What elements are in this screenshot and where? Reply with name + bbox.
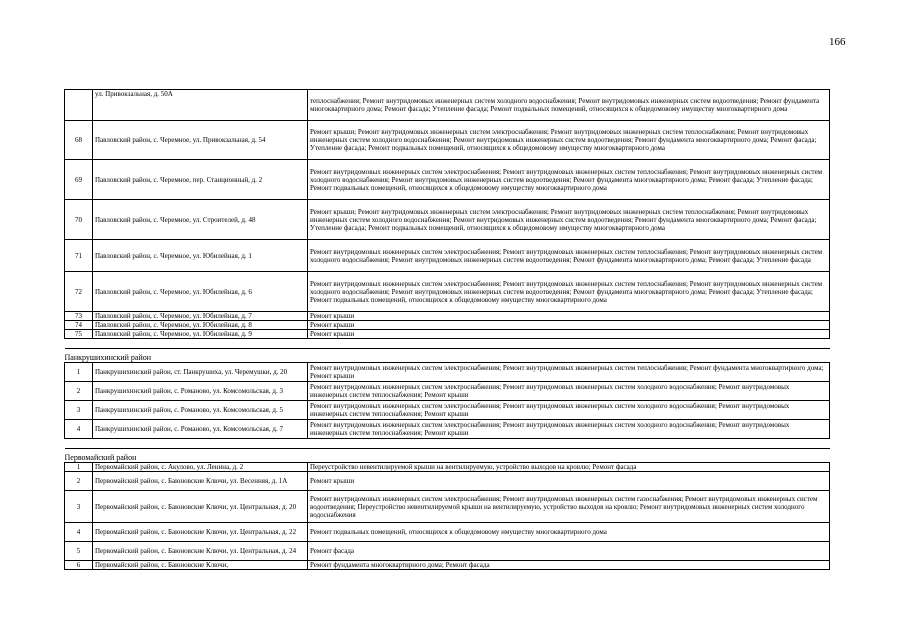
row-address: Павловский район, с. Черемное, ул. Юбилейная, д. 1 bbox=[93, 240, 308, 272]
row-address: Панкрушихинский район, с. Романово, ул. Комсомольская, д. 5 bbox=[93, 401, 308, 420]
row-number: 3 bbox=[65, 401, 93, 420]
row-number: 2 bbox=[65, 382, 93, 401]
repair-program-table bbox=[64, 89, 830, 570]
row-number: 75 bbox=[65, 330, 93, 339]
table-row bbox=[65, 491, 830, 523]
row-works: Ремонт внутридомовых инженерных систем электроснабжения; Ремонт внутридомовых инженерных систем теплоснабжения; Ремонт внутридомовых инженерных систем холодного водоснабжения; Ремонт внутридомовых инженерных систем водоотведения; Ремонт фундамента многоквартирного дома; Ремонт фасада; Утепление фасада; Ремонт подвальных помещений, относящихся к общедомовому имуществу многоквартирного дома bbox=[308, 160, 830, 200]
table-row bbox=[65, 401, 830, 420]
table-row bbox=[65, 160, 830, 200]
table-row bbox=[65, 200, 830, 240]
row-address: Павловский район, с. Черемное, ул. Юбилейная, д. 9 bbox=[93, 330, 308, 339]
row-number: 1 bbox=[65, 363, 93, 382]
row-number: 68 bbox=[65, 121, 93, 160]
section-header-row bbox=[65, 449, 830, 463]
row-address: Первомайский район, с. Баюновские Ключи, ул. Центральная, д. 24 bbox=[93, 542, 308, 561]
section-title-pankrushikha: Панкрушихинский район bbox=[65, 349, 830, 363]
table-row bbox=[65, 330, 830, 339]
table-row bbox=[65, 312, 830, 321]
row-address: Павловский район, с. Черемное, ул. Привокзальная, д. 54 bbox=[93, 121, 308, 160]
table-spacer bbox=[65, 339, 830, 349]
row-address: Первомайский район, с. Баюновские Ключи, ул. Центральная, д. 22 bbox=[93, 523, 308, 542]
section-header-row bbox=[65, 349, 830, 363]
row-works: Ремонт внутридомовых инженерных систем электроснабжения; Ремонт внутридомовых инженерных систем теплоснабжения; Ремонт внутридомовых инженерных систем холодного водоснабжения; Ремонт внутридомовых инженерных систем водоотведения; Ремонт фундамента многоквартирного дома; Ремонт фасада; Утепление фасада; Ремонт подвальных помещений, относящихся к общедомовому имуществу многоквартирного дома bbox=[308, 272, 830, 312]
row-address: Первомайский район, с. Баюновские Ключи, ул. Весенняя, д. 1А bbox=[93, 472, 308, 491]
row-address: Павловский район, с. Черемное, ул. Строителей, д. 48 bbox=[93, 200, 308, 240]
row-works: Ремонт внутридомовых инженерных систем электроснабжения; Ремонт внутридомовых инженерных систем холодного водоснабжения; Ремонт внутридомовых инженерных систем теплоснабжения; Ремонт крыши bbox=[308, 382, 830, 401]
table-row bbox=[65, 240, 830, 272]
row-works: Ремонт крыши bbox=[308, 472, 830, 491]
table-spacer bbox=[65, 439, 830, 449]
row-number: 73 bbox=[65, 312, 93, 321]
row-works: Ремонт фундамента многоквартирного дома; Ремонт фасада bbox=[308, 561, 830, 570]
row-works: Ремонт крыши bbox=[308, 312, 830, 321]
row-works: Ремонт подвальных помещений, относящихся к общедомовому имуществу многоквартирного дома bbox=[308, 523, 830, 542]
row-works: теплоснабжения; Ремонт внутридомовых инженерных систем холодного водоснабжения; Ремонт внутридомовых инженерных систем водоотведения; Ремонт фундамента многоквартирного дома; Ремонт фасада; Утепление фасада; Ремонт подвальных помещений, относящихся к общедомовому имуществу многоквартирного дома bbox=[308, 90, 830, 121]
row-address: Первомайский район, с. Акулово, ул. Ленина, д. 2 bbox=[93, 463, 308, 472]
row-works: Ремонт внутридомовых инженерных систем электроснабжения; Ремонт внутридомовых инженерных систем холодного водоснабжения; Ремонт внутридомовых инженерных систем теплоснабжения; Ремонт крыши bbox=[308, 420, 830, 439]
row-works: Ремонт внутридомовых инженерных систем электроснабжения; Ремонт внутридомовых инженерных систем теплоснабжения; Ремонт фундамента многоквартирного дома; Ремонт крыши bbox=[308, 363, 830, 382]
page-number: 166 bbox=[829, 36, 846, 48]
table-row bbox=[65, 363, 830, 382]
row-works: Ремонт внутридомовых инженерных систем электроснабжения; Ремонт внутридомовых инженерных систем газоснабжения; Ремонт внутридомовых инженерных систем водоотведения; Переустройство невентилируемой крыши на вентилируемую, устройство выходов на кровлю; Ремонт внутридомовых инженерных систем холодного водоснабжения bbox=[308, 491, 830, 523]
table-row bbox=[65, 90, 830, 121]
row-address: Панкрушихинский район, с. Романово, ул. Комсомольская, д. 7 bbox=[93, 420, 308, 439]
row-works: Ремонт внутридомовых инженерных систем электроснабжения; Ремонт внутридомовых инженерных систем теплоснабжения; Ремонт внутридомовых инженерных систем холодного водоснабжения; Ремонт внутридомовых инженерных систем водоотведения; Ремонт фундамента многоквартирного дома; Ремонт фасада; Утепление фасада bbox=[308, 240, 830, 272]
table-row bbox=[65, 272, 830, 312]
row-number: 3 bbox=[65, 491, 93, 523]
row-number: 2 bbox=[65, 472, 93, 491]
row-number bbox=[65, 90, 93, 121]
row-works: Ремонт фасада bbox=[308, 542, 830, 561]
row-number: 69 bbox=[65, 160, 93, 200]
table-row bbox=[65, 121, 830, 160]
row-number: 71 bbox=[65, 240, 93, 272]
table-row bbox=[65, 321, 830, 330]
table-row bbox=[65, 472, 830, 491]
table-row bbox=[65, 561, 830, 570]
row-works: Переустройство невентилируемой крыши на вентилируемую, устройство выходов на кровлю; Ремонт фасада bbox=[308, 463, 830, 472]
row-works: Ремонт крыши bbox=[308, 321, 830, 330]
row-address: Павловский район, с. Черемное, ул. Юбилейная, д. 7 bbox=[93, 312, 308, 321]
row-number: 1 bbox=[65, 463, 93, 472]
section-title-pervomaisky: Первомайский район bbox=[65, 449, 830, 463]
table-row bbox=[65, 420, 830, 439]
row-address: Первомайский район, с. Баюновские Ключи, ул. Центральная, д. 20 bbox=[93, 491, 308, 523]
row-address: Панкрушихинский район, ст. Панкрушиха, ул. Черемушки, д. 20 bbox=[93, 363, 308, 382]
row-address: Павловский район, с. Черемное, ул. Юбилейная, д. 6 bbox=[93, 272, 308, 312]
row-address: Павловский район, с. Черемное, ул. Юбилейная, д. 8 bbox=[93, 321, 308, 330]
row-number: 4 bbox=[65, 420, 93, 439]
table-row bbox=[65, 463, 830, 472]
row-number: 4 bbox=[65, 523, 93, 542]
row-works: Ремонт крыши; Ремонт внутридомовых инженерных систем электроснабжения; Ремонт внутридомовых инженерных систем теплоснабжения; Ремонт внутридомовых инженерных систем холодного водоснабжения; Ремонт внутридомовых инженерных систем водоотведения; Ремонт фундамента многоквартирного дома; Ремонт фасада; Утепление фасада; Ремонт подвальных помещений, относящихся к общедомовому имуществу многоквартирного дома bbox=[308, 121, 830, 160]
table-row bbox=[65, 523, 830, 542]
row-number: 5 bbox=[65, 542, 93, 561]
row-works: Ремонт внутридомовых инженерных систем электроснабжения; Ремонт внутридомовых инженерных систем холодного водоснабжения; Ремонт внутридомовых инженерных систем теплоснабжения; Ремонт крыши bbox=[308, 401, 830, 420]
row-number: 72 bbox=[65, 272, 93, 312]
row-number: 74 bbox=[65, 321, 93, 330]
table-row bbox=[65, 542, 830, 561]
table-row bbox=[65, 382, 830, 401]
row-number: 6 bbox=[65, 561, 93, 570]
row-address: Панкрушихинский район, с. Романово, ул. Комсомольская, д. 3 bbox=[93, 382, 308, 401]
row-works: Ремонт крыши bbox=[308, 330, 830, 339]
row-address: ул. Привокзальная, д. 50А bbox=[93, 90, 308, 121]
row-address: Первомайский район, с. Баюновские Ключи, bbox=[93, 561, 308, 570]
row-number: 70 bbox=[65, 200, 93, 240]
row-address: Павловский район, с. Черемное, пер. Станционный, д. 2 bbox=[93, 160, 308, 200]
row-works: Ремонт крыши; Ремонт внутридомовых инженерных систем электроснабжения; Ремонт внутридомовых инженерных систем теплоснабжения; Ремонт внутридомовых инженерных систем холодного водоснабжения; Ремонт внутридомовых инженерных систем водоотведения; Ремонт фундамента многоквартирного дома; Ремонт фасада; Утепление фасада; Ремонт подвальных помещений, относящихся к общедомовому имуществу многоквартирного дома bbox=[308, 200, 830, 240]
